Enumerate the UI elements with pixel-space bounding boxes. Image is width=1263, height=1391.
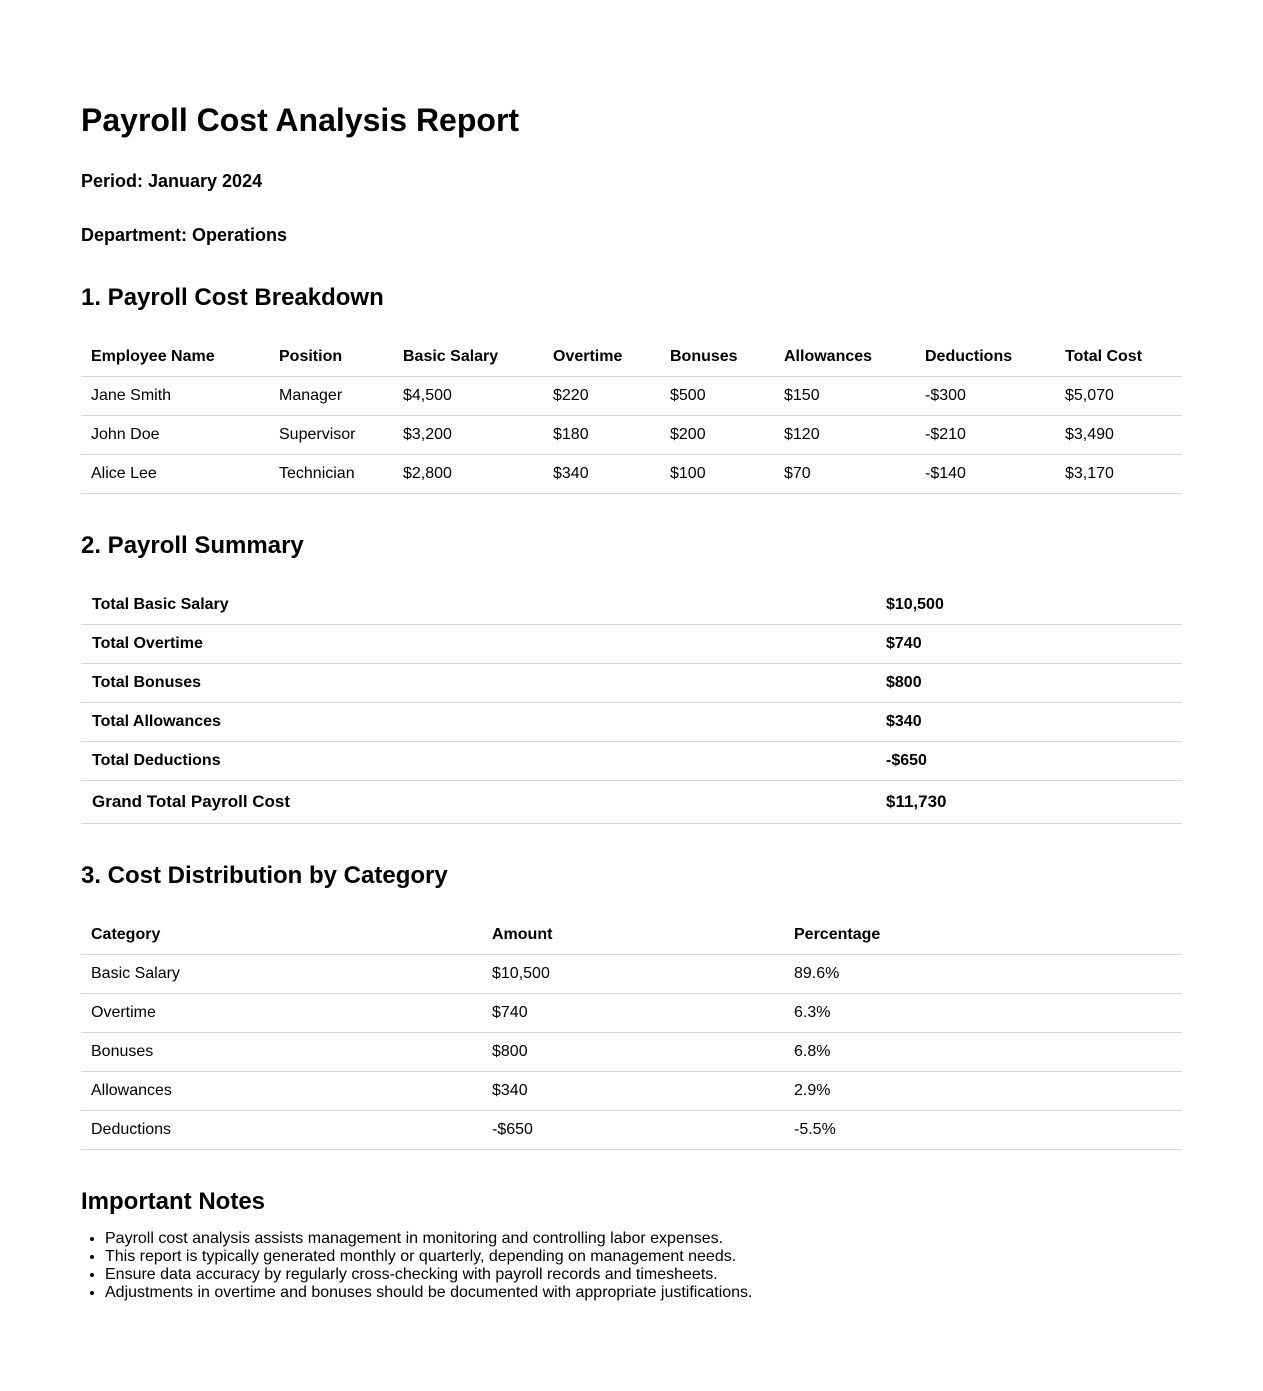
summary-label: Total Overtime xyxy=(81,625,875,664)
summary-row xyxy=(81,625,1182,664)
bonuses: $500 xyxy=(660,377,774,416)
amount: -$650 xyxy=(482,1111,784,1150)
deductions: -$210 xyxy=(915,416,1055,455)
column-header: Overtime xyxy=(543,338,660,377)
amount: $740 xyxy=(482,994,784,1033)
employee-name: Alice Lee xyxy=(81,455,269,494)
page-title: Payroll Cost Analysis Report xyxy=(81,102,520,138)
summary-value: $800 xyxy=(875,664,1182,703)
table-row xyxy=(81,377,1182,416)
payroll-summary-table xyxy=(81,586,1182,824)
summary-value: -$650 xyxy=(875,742,1182,781)
table-row xyxy=(81,1111,1182,1150)
percentage: 6.8% xyxy=(784,1033,1182,1072)
amount: $340 xyxy=(482,1072,784,1111)
overtime: $180 xyxy=(543,416,660,455)
basic-salary: $2,800 xyxy=(393,455,543,494)
amount: $800 xyxy=(482,1033,784,1072)
overtime: $220 xyxy=(543,377,660,416)
report-period: Period: January 2024 xyxy=(81,171,263,191)
column-header: Percentage xyxy=(784,916,1182,955)
list-item: • Adjustments in overtime and bonuses should be documented with appropriate justifications. xyxy=(105,1284,752,1302)
basic-salary: $3,200 xyxy=(393,416,543,455)
summary-label: Total Deductions xyxy=(81,742,875,781)
employee-name: Jane Smith xyxy=(81,377,269,416)
report-department: Department: Operations xyxy=(81,225,288,245)
summary-row xyxy=(81,703,1182,742)
category: Allowances xyxy=(81,1072,482,1111)
column-header: Category xyxy=(81,916,482,955)
table-row xyxy=(81,1033,1182,1072)
column-header: Amount xyxy=(482,916,784,955)
column-header: Position xyxy=(269,338,393,377)
employee-name: John Doe xyxy=(81,416,269,455)
percentage: 89.6% xyxy=(784,955,1182,994)
deductions: -$300 xyxy=(915,377,1055,416)
summary-label: Total Basic Salary xyxy=(81,586,875,625)
payroll-breakdown-table xyxy=(81,338,1182,494)
total-cost: $3,490 xyxy=(1055,416,1182,455)
basic-salary: $4,500 xyxy=(393,377,543,416)
grand-total-label: Grand Total Payroll Cost xyxy=(81,781,875,824)
cost-distribution-table xyxy=(81,916,1182,1150)
summary-value: $10,500 xyxy=(875,586,1182,625)
position: Manager xyxy=(269,377,393,416)
position: Supervisor xyxy=(269,416,393,455)
table-row xyxy=(81,1072,1182,1111)
grand-total-row xyxy=(81,781,1182,824)
category: Bonuses xyxy=(81,1033,482,1072)
column-header: Basic Salary xyxy=(393,338,543,377)
deductions: -$140 xyxy=(915,455,1055,494)
summary-row xyxy=(81,586,1182,625)
table-header-row xyxy=(81,916,1182,955)
allowances: $150 xyxy=(774,377,915,416)
column-header: Deductions xyxy=(915,338,1055,377)
table-row xyxy=(81,416,1182,455)
section-heading-breakdown: 1. Payroll Cost Breakdown xyxy=(81,284,384,311)
percentage: 6.3% xyxy=(784,994,1182,1033)
category: Deductions xyxy=(81,1111,482,1150)
amount: $10,500 xyxy=(482,955,784,994)
allowances: $70 xyxy=(774,455,915,494)
column-header: Total Cost xyxy=(1055,338,1182,377)
overtime: $340 xyxy=(543,455,660,494)
section-heading-notes: Important Notes xyxy=(81,1188,266,1215)
table-row xyxy=(81,955,1182,994)
total-cost: $3,170 xyxy=(1055,455,1182,494)
category: Overtime xyxy=(81,994,482,1033)
summary-row xyxy=(81,664,1182,703)
list-item: • Ensure data accuracy by regularly cross-checking with payroll records and timesheets. xyxy=(105,1266,752,1284)
allowances: $120 xyxy=(774,416,915,455)
summary-row xyxy=(81,742,1182,781)
summary-value: $340 xyxy=(875,703,1182,742)
category: Basic Salary xyxy=(81,955,482,994)
bonuses: $200 xyxy=(660,416,774,455)
summary-value: $740 xyxy=(875,625,1182,664)
section-heading-summary: 2. Payroll Summary xyxy=(81,532,304,559)
section-heading-distribution: 3. Cost Distribution by Category xyxy=(81,862,448,889)
position: Technician xyxy=(269,455,393,494)
table-header-row xyxy=(81,338,1182,377)
column-header: Allowances xyxy=(774,338,915,377)
list-item: • This report is typically generated monthly or quarterly, depending on management needs. xyxy=(105,1248,752,1266)
table-row xyxy=(81,455,1182,494)
notes-list xyxy=(81,1230,752,1302)
total-cost: $5,070 xyxy=(1055,377,1182,416)
summary-label: Total Bonuses xyxy=(81,664,875,703)
column-header: Employee Name xyxy=(81,338,269,377)
table-row xyxy=(81,994,1182,1033)
percentage: 2.9% xyxy=(784,1072,1182,1111)
grand-total-value: $11,730 xyxy=(875,781,1182,824)
column-header: Bonuses xyxy=(660,338,774,377)
list-item: • Payroll cost analysis assists management in monitoring and controlling labor expenses. xyxy=(105,1230,752,1248)
bonuses: $100 xyxy=(660,455,774,494)
summary-label: Total Allowances xyxy=(81,703,875,742)
percentage: -5.5% xyxy=(784,1111,1182,1150)
